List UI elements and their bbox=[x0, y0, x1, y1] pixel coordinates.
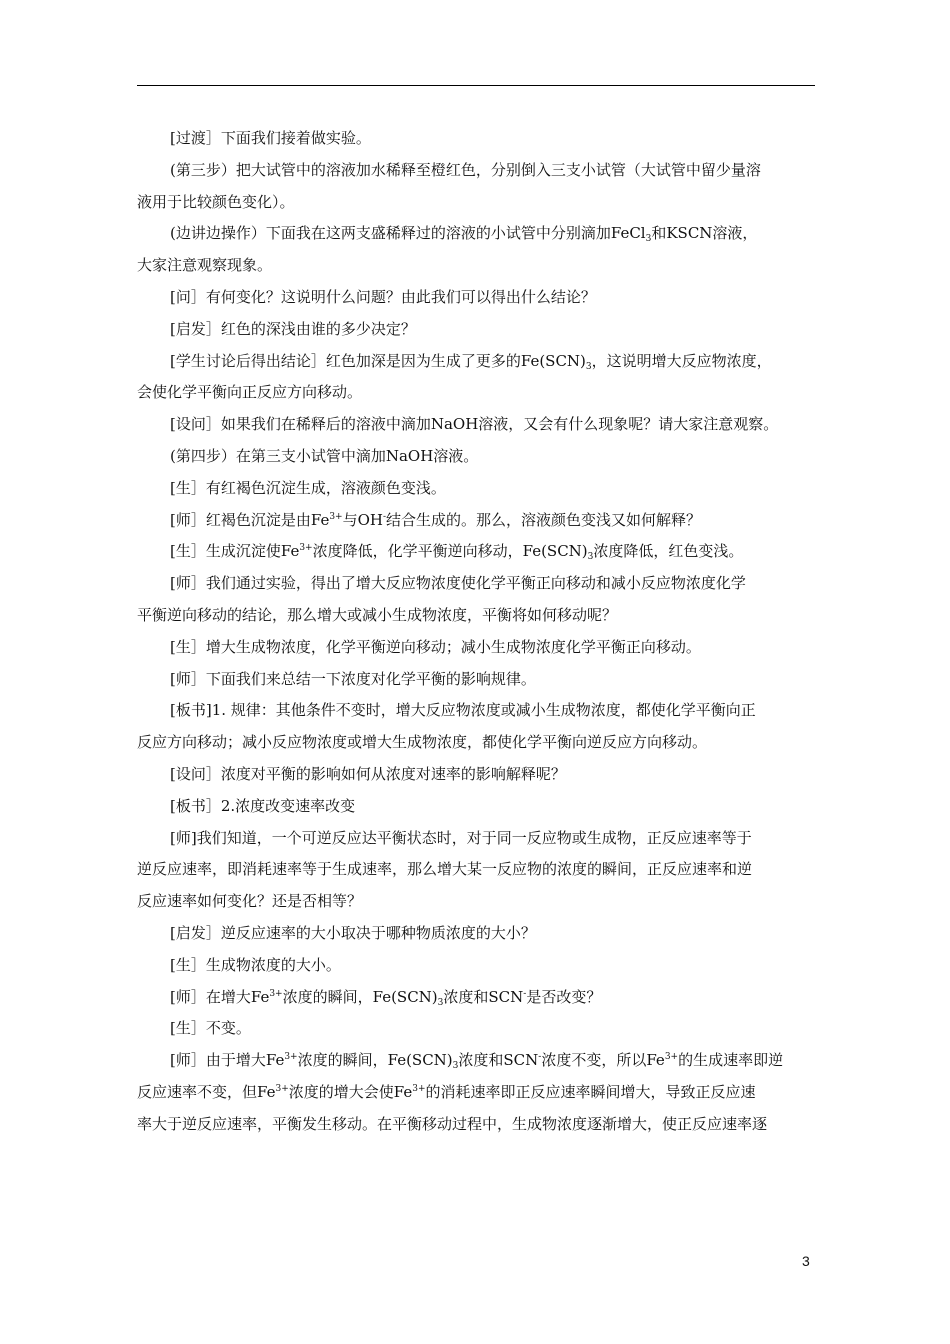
text-segment: 浓度和SCN bbox=[443, 987, 524, 1006]
text-segment: 浓度和SCN bbox=[458, 1051, 539, 1070]
text-segment: 率大于逆反应速率，平衡发生移动。在平衡移动过程中，生成物浓度逐渐增大，使正反应速率逐 bbox=[137, 1114, 768, 1133]
text-line bbox=[137, 473, 815, 505]
text-line bbox=[137, 536, 815, 568]
text-line bbox=[137, 187, 815, 219]
text-line bbox=[137, 282, 815, 314]
text-line bbox=[137, 377, 815, 409]
text-segment: 和KSCN溶液， bbox=[651, 224, 758, 243]
text-segment: [师]我们知道，一个可逆反应达平衡状态时，对于同一反应物或生成物，正反应速率等于 bbox=[170, 828, 752, 847]
text-line bbox=[137, 505, 815, 537]
superscript: 3+ bbox=[412, 1083, 426, 1094]
text-line bbox=[137, 441, 815, 473]
text-line bbox=[137, 250, 815, 282]
text-segment: 会使化学平衡向正反应方向移动。 bbox=[137, 383, 363, 402]
text-line bbox=[137, 346, 815, 378]
text-line bbox=[137, 1109, 815, 1141]
superscript: 3+ bbox=[284, 1052, 298, 1063]
text-line bbox=[137, 218, 815, 250]
text-segment: (边讲边操作）下面我在这两支盛稀释过的溶液的小试管中分别滴加FeCl bbox=[170, 224, 646, 243]
text-segment: [生］不变。 bbox=[170, 1019, 251, 1038]
text-segment: 的生成速率即逆 bbox=[678, 1051, 784, 1070]
text-segment: [生］生成沉淀使Fe bbox=[170, 542, 300, 561]
subscript: 3 bbox=[452, 1061, 459, 1072]
text-line bbox=[137, 1045, 815, 1077]
superscript: 3+ bbox=[329, 511, 343, 522]
text-line bbox=[137, 314, 815, 346]
text-line bbox=[137, 632, 815, 664]
subscript: 3 bbox=[587, 552, 594, 563]
text-segment: [启发］红色的深浅由谁的多少决定？ bbox=[170, 319, 416, 338]
text-segment: [启发］逆反应速率的大小取决于哪种物质浓度的大小？ bbox=[170, 923, 536, 942]
text-segment: 平衡逆向移动的结论，那么增大或减小生成物浓度，平衡将如何移动呢？ bbox=[137, 605, 618, 624]
text-segment: 浓度的瞬间，Fe(SCN) bbox=[297, 1051, 453, 1070]
superscript: - bbox=[383, 511, 387, 522]
text-segment: [师］我们通过实验，得出了增大反应物浓度使化学平衡正向移动和减小反应物浓度化学 bbox=[170, 574, 746, 593]
text-segment: 逆反应速率，即消耗速率等于生成速率，那么增大某一反应物的浓度的瞬间，正反应速率和逆 bbox=[137, 860, 753, 879]
text-segment: 反应方向移动；减小反应物浓度或增大生成物浓度，都使化学平衡向逆反应方向移动。 bbox=[137, 733, 708, 752]
subscript: 3 bbox=[437, 997, 444, 1008]
text-line bbox=[137, 823, 815, 855]
text-segment: 浓度降低，化学平衡逆向移动，Fe(SCN) bbox=[312, 542, 588, 561]
text-line bbox=[137, 759, 815, 791]
text-segment: [师］由于增大Fe bbox=[170, 1051, 285, 1070]
text-segment: 液用于比较颜色变化）。 bbox=[137, 192, 295, 211]
text-line bbox=[137, 1013, 815, 1045]
text-line bbox=[137, 727, 815, 759]
text-segment: [生］增大生成物浓度，化学平衡逆向移动；减小生成物浓度化学平衡正向移动。 bbox=[170, 637, 701, 656]
text-line bbox=[137, 918, 815, 950]
document-body bbox=[137, 123, 815, 1141]
text-segment: (第四步）在第三支小试管中滴加NaOH溶液。 bbox=[170, 446, 479, 465]
text-segment: [过渡］下面我们接着做实验。 bbox=[170, 129, 371, 147]
text-segment: [板书]1. 规律：其他条件不变时，增大反应物浓度或减小生成物浓度，都使化学平衡向正 bbox=[170, 701, 756, 720]
text-line bbox=[137, 664, 815, 696]
text-segment: 反应速率不变，但Fe bbox=[137, 1082, 276, 1101]
page-number: 3 bbox=[802, 1253, 810, 1269]
text-segment: 大家注意观察现象。 bbox=[137, 256, 273, 275]
superscript: - bbox=[523, 988, 527, 999]
text-line bbox=[137, 568, 815, 600]
text-line bbox=[137, 695, 815, 727]
text-segment: [设问］如果我们在稀释后的溶液中滴加NaOH溶液，又会有什么现象呢？请大家注意观察。 bbox=[170, 415, 779, 434]
text-segment: 是否改变？ bbox=[526, 987, 602, 1006]
header-rule bbox=[137, 85, 815, 86]
text-line bbox=[137, 409, 815, 441]
superscript: 3+ bbox=[664, 1052, 679, 1063]
text-segment: [师］下面我们来总结一下浓度对化学平衡的影响规律。 bbox=[170, 669, 536, 688]
superscript: 3+ bbox=[275, 1083, 289, 1094]
text-segment: 浓度降低，红色变浅。 bbox=[593, 542, 744, 561]
text-segment: 结合生成的。那么，溶液颜色变浅又如何解释？ bbox=[386, 510, 702, 529]
text-segment: 反应速率如何变化？还是否相等？ bbox=[137, 892, 363, 911]
text-segment: 浓度的瞬间，Fe(SCN) bbox=[282, 987, 438, 1006]
text-line bbox=[137, 600, 815, 632]
text-segment: [设问］浓度对平衡的影响如何从浓度对速率的影响解释呢？ bbox=[170, 764, 566, 783]
text-line bbox=[137, 982, 815, 1014]
subscript: 3 bbox=[645, 234, 652, 245]
text-segment: [板书］2.浓度改变速率改变 bbox=[170, 796, 356, 815]
text-segment: (第三步）把大试管中的溶液加水稀释至橙红色，分别倒入三支小试管（大试管中留少量溶 bbox=[170, 160, 761, 179]
text-line bbox=[137, 155, 815, 187]
text-segment: 浓度的增大会使Fe bbox=[288, 1082, 413, 1101]
text-segment: [师］红褐色沉淀是由Fe bbox=[170, 510, 330, 529]
text-line bbox=[137, 791, 815, 823]
text-segment: [生］生成物浓度的大小。 bbox=[170, 955, 341, 974]
text-segment: [生］有红褐色沉淀生成，溶液颜色变浅。 bbox=[170, 478, 446, 497]
text-segment: [师］在增大Fe bbox=[170, 987, 270, 1006]
text-line bbox=[137, 123, 815, 155]
text-line bbox=[137, 854, 815, 886]
superscript: 3+ bbox=[299, 543, 313, 554]
text-segment: ，这说明增大反应物浓度， bbox=[591, 351, 772, 370]
text-segment: 与OH bbox=[342, 510, 383, 529]
text-line bbox=[137, 950, 815, 982]
subscript: 3 bbox=[585, 361, 592, 372]
text-segment: [问］有何变化？这说明什么问题？由此我们可以得出什么结论？ bbox=[170, 287, 596, 306]
text-segment: 的消耗速率即正反应速率瞬间增大，导致正反应速 bbox=[425, 1082, 756, 1101]
text-line bbox=[137, 886, 815, 918]
superscript: 3+ bbox=[269, 988, 283, 999]
superscript: - bbox=[538, 1052, 542, 1063]
text-segment: [学生讨论后得出结论］红色加深是因为生成了更多的Fe(SCN) bbox=[170, 351, 586, 370]
text-line bbox=[137, 1077, 815, 1109]
text-segment: 浓度不变，所以Fe bbox=[541, 1051, 665, 1070]
